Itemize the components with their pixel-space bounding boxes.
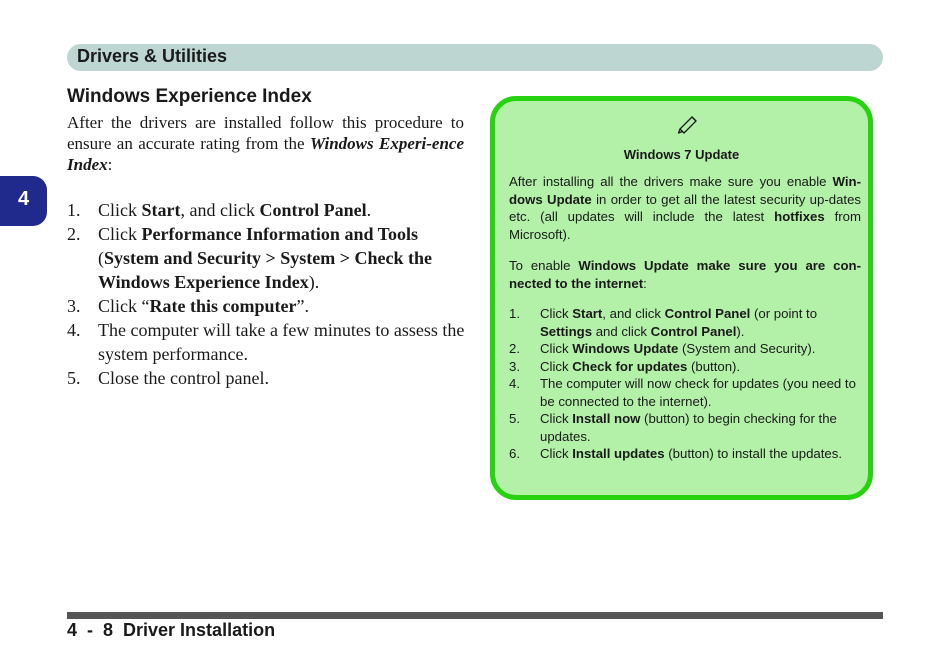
text-run: , and click <box>602 306 665 321</box>
text-run: (button). <box>687 358 741 374</box>
section-heading: Windows Experience Index <box>67 86 312 107</box>
text-run: and click <box>592 323 651 339</box>
list-item <box>509 358 861 376</box>
text-run: Click <box>540 358 573 374</box>
list-item <box>509 375 861 410</box>
text-run: : <box>643 275 647 291</box>
list-item <box>67 318 467 366</box>
bold-text: Win-dows Update <box>509 174 861 207</box>
text-run: To enable <box>509 258 579 273</box>
text-run: After installing all the drivers make sure you enable <box>509 174 833 189</box>
text-run: ”. <box>296 296 309 316</box>
note-box <box>490 96 873 500</box>
list-item-number: 2. <box>67 224 81 244</box>
text-run: , and click <box>180 200 260 220</box>
text-run: The computer will now check for updates (you need to be connected to the internet). <box>540 376 856 409</box>
bold-text: Control Panel <box>650 323 737 339</box>
bold-text: Start <box>141 200 181 220</box>
text-run: (System and Security). <box>678 341 816 356</box>
text-run: Click “ <box>98 296 150 316</box>
list-item <box>67 198 467 222</box>
list-item-number: 1. <box>67 200 81 220</box>
text-run: Click <box>98 224 142 244</box>
bold-text: hotfixes <box>774 209 825 224</box>
text-run: ). <box>736 323 745 339</box>
procedure-steps <box>67 198 467 390</box>
bold-text: Control Panel <box>259 200 367 220</box>
chapter-tab <box>0 176 47 226</box>
bold-text: Control Panel <box>664 306 751 321</box>
list-item <box>509 410 861 445</box>
intro-paragraph <box>67 112 464 175</box>
list-item <box>67 222 467 294</box>
text-run: from Microsoft). <box>509 209 861 242</box>
text-run: Click <box>540 446 573 461</box>
text-run: ). <box>308 272 320 292</box>
text-run: (button) to install the updates. <box>664 446 843 461</box>
list-item-number: 5. <box>67 368 81 388</box>
bold-text: Install now <box>572 411 641 426</box>
list-item-number: 3. <box>67 296 81 316</box>
bold-text: Settings <box>540 323 593 339</box>
text-run: ( <box>98 248 104 268</box>
header-title: Drivers & Utilities <box>77 46 228 66</box>
text-run: Click <box>540 306 573 321</box>
text-run: Click <box>98 200 142 220</box>
list-item <box>509 305 861 340</box>
intro-emphasis: Windows Experi-ence Index <box>67 134 464 174</box>
intro-colon: : <box>107 155 113 174</box>
list-item-number: 4. <box>67 320 81 340</box>
text-run: The computer will take a few minutes to assess the system performance. <box>98 320 465 364</box>
bold-text: Windows Update make sure you are con-nected to the internet <box>509 258 861 291</box>
text-run: Click <box>540 411 573 426</box>
bold-text: Start <box>572 306 603 321</box>
bold-text: Install updates <box>572 446 665 461</box>
list-item-number: 1. <box>509 306 520 321</box>
footer-page-label: 4 - 8 Driver Installation <box>67 620 276 640</box>
bold-text: Rate this computer <box>149 296 297 316</box>
note-steps <box>509 305 861 463</box>
text-run: Close the control panel. <box>98 368 269 388</box>
intro-text: After the drivers are installed follow this procedure to ensure an accurate rating from the <box>67 113 464 153</box>
text-run: (or point to <box>750 306 818 321</box>
text-run: in order to get all the latest security up-dates etc. (all updates will include the latest <box>509 191 861 224</box>
list-item <box>67 294 467 318</box>
text-run: (button) to begin checking for the updates. <box>540 411 837 444</box>
footer-rule <box>67 612 883 619</box>
bold-text: System and Security > System > Check the Windows Experience Index <box>98 248 432 292</box>
list-item <box>509 340 861 358</box>
list-item-number: 3. <box>509 358 520 374</box>
pencil-icon <box>677 116 699 139</box>
note-title: Windows 7 Update <box>623 147 740 162</box>
bold-text: Performance Information and Tools <box>141 224 418 244</box>
note-paragraph-2 <box>509 257 861 292</box>
bold-text: Check for updates <box>572 358 688 374</box>
text-run: . <box>366 200 372 220</box>
list-item-number: 5. <box>509 411 520 426</box>
header-bar <box>67 44 883 71</box>
bold-text: Windows Update <box>572 341 679 356</box>
list-item <box>509 445 861 463</box>
text-run: Click <box>540 341 573 356</box>
list-item-number: 6. <box>509 446 520 461</box>
list-item-number: 2. <box>509 341 520 356</box>
chapter-number: 4 <box>17 188 30 210</box>
list-item-number: 4. <box>509 376 520 391</box>
note-paragraph-1 <box>509 173 861 243</box>
list-item <box>67 366 467 390</box>
